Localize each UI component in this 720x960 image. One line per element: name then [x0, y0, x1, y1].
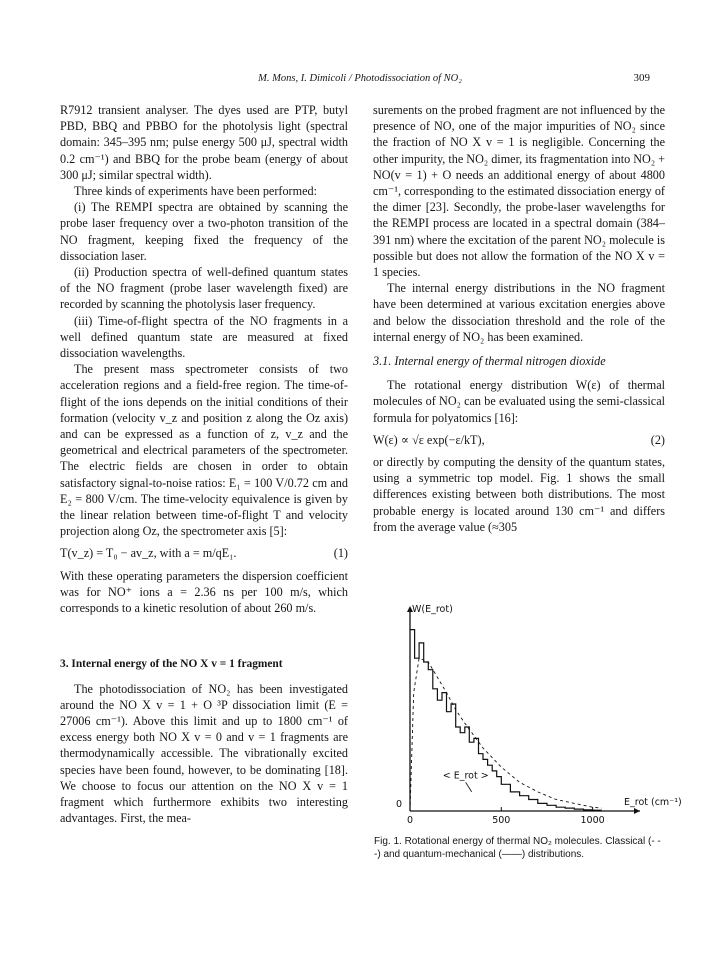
equation-number: (1)	[333, 546, 348, 561]
paragraph: or directly by computing the density of the quantum states, using a symmetric top model. Fig. 1 shows the small differences existing between both distributions. The most probable energy is located around 130 cm⁻¹ and differs from the average value (≈305	[373, 455, 665, 534]
x-tick-label: 0	[406, 815, 414, 826]
x-axis-arrow	[634, 808, 640, 814]
paragraph: surements on the probed fragment are not influenced by the presence of NO, one of the major impurities of NO₂ since the fraction of NO X v = 1 is negligible. Concerning the other impurity, the NO₂ dimer, its fragmentation into NO₂ + NO(v = 1) + O needs an additional energy of about 4800 cm⁻¹, corresponding to the estimated dissociation energy of the dimer [23]. Secondly, the probe-laser wavelengths for the REMPI process are located in a spectral domain (384–391 nm) where the excitation of the parent NO₂ molecule is possible but does not allow the formation of the NO X v = 1 species.	[373, 103, 665, 280]
paragraph: The internal energy distributions in the NO fragment have been determined at various excitation energies above and below the dissociation threshold and the role of the internal energy of NO₂ has been examined.	[373, 281, 665, 344]
paragraph: The photodissociation of NO₂ has been investigated around the NO X v = 1 + O ³P dissociation limit (E = 27006 cm⁻¹). Above this limit and up to 1800 cm⁻¹ of excess energy both NO X v = 0 and v = 1 fragments are thermodynamically accessible. The vibrationally excited species have been found, however, to be dominating [18]. We choose to focus our attention on the NO X v = 1 fragment which furthermore exhibits two interesting advantages. First, the mea-	[60, 681, 348, 826]
y-origin-label: 0	[395, 799, 402, 810]
paragraph: (ii) Production spectra of well-defined quantum states of the NO fragment (probe laser wavelength fixed) are recorded by scanning the photolysis laser frequency.	[60, 265, 348, 312]
section-heading: 3. Internal energy of the NO X v = 1 fragment	[60, 658, 283, 671]
subsection-heading: 3.1. Internal energy of thermal nitrogen dioxide	[373, 354, 606, 369]
equation-text: T(v_z) = T₀ − av_z, with a = m/qE₁.	[60, 546, 237, 561]
x-tick-label: 500	[492, 815, 511, 826]
quantum-series-line	[410, 630, 602, 811]
paragraph: Three kinds of experiments have been performed:	[74, 184, 317, 199]
figure-1	[370, 590, 682, 830]
paragraph: R7912 transient analyser. The dyes used are PTP, butyl PBD, BBQ and PBBO for the photolysis light (spectral domain: 345–395 nm; pulse energy 500 μJ, spectral width 0.2 cm⁻¹) and BBQ for the probe beam (energy of about 300 μJ; similar spectral width).	[60, 103, 348, 182]
equation-number: (2)	[650, 432, 665, 447]
equation-text: W(ε) ∝ √ε exp(−ε/kT),	[373, 432, 485, 447]
y-axis-label: W(E_rot)	[412, 604, 453, 615]
equation-1	[60, 545, 348, 561]
paragraph: The rotational energy distribution W(ε) of thermal molecules of NO₂ can be evaluated using the semi-classical formula for polyatomics [16]:	[373, 378, 665, 425]
running-title: M. Mons, I. Dimicoli / Photodissociation of NO₂	[258, 73, 462, 84]
figure-caption: Fig. 1. Rotational energy of thermal NO₂ molecules. Classical (- - -) and quantum-mechanical (——) distributions.	[374, 836, 661, 860]
x-axis-label: E_rot (cm⁻¹)	[624, 797, 682, 808]
paragraph: With these operating parameters the dispersion coefficient was for NO⁺ ions a = 2.36 ns per 100 m/s, which corresponds to a kinetic resolution of about 260 m/s.	[60, 568, 348, 616]
annotation-pointer	[466, 782, 472, 792]
page-number: 309	[633, 72, 650, 84]
x-tick-label: 1000	[580, 815, 605, 826]
left-column	[60, 102, 348, 826]
right-column	[373, 102, 665, 535]
paragraph: The present mass spectrometer consists of two acceleration regions and a field-free region. The time-of-flight of the ions depends on the initial conditions of their formation (velocity v_z and position z along the Oz axis) and can be expressed as a function of z, v_z and the geometrical and electrical parameters of the spectrometer. The electric fields are chosen in order to obtain satisfactory signal-to-noise ratios: E₁ = 100 V/0.72 cm and E₂ = 800 V/cm. The time-velocity equivalence is given by the linear relation between time-of-flight T and velocity projection along Oz, the spectrometer axis [5]:	[60, 362, 348, 539]
rotational-energy-chart	[370, 590, 682, 830]
equation-2	[373, 432, 665, 448]
paragraph: (i) The REMPI spectra are obtained by scanning the probe laser frequency over a two-photon transition of the NO fragment, keeping fixed the frequency of the dissociation laser.	[60, 200, 348, 263]
classical-series-line	[410, 658, 602, 811]
paragraph: (iii) Time-of-flight spectra of the NO fragments in a well defined quantum state are measured at fixed dissociation wavelengths.	[60, 313, 348, 361]
mean-energy-annotation: < E_rot >	[442, 770, 489, 782]
